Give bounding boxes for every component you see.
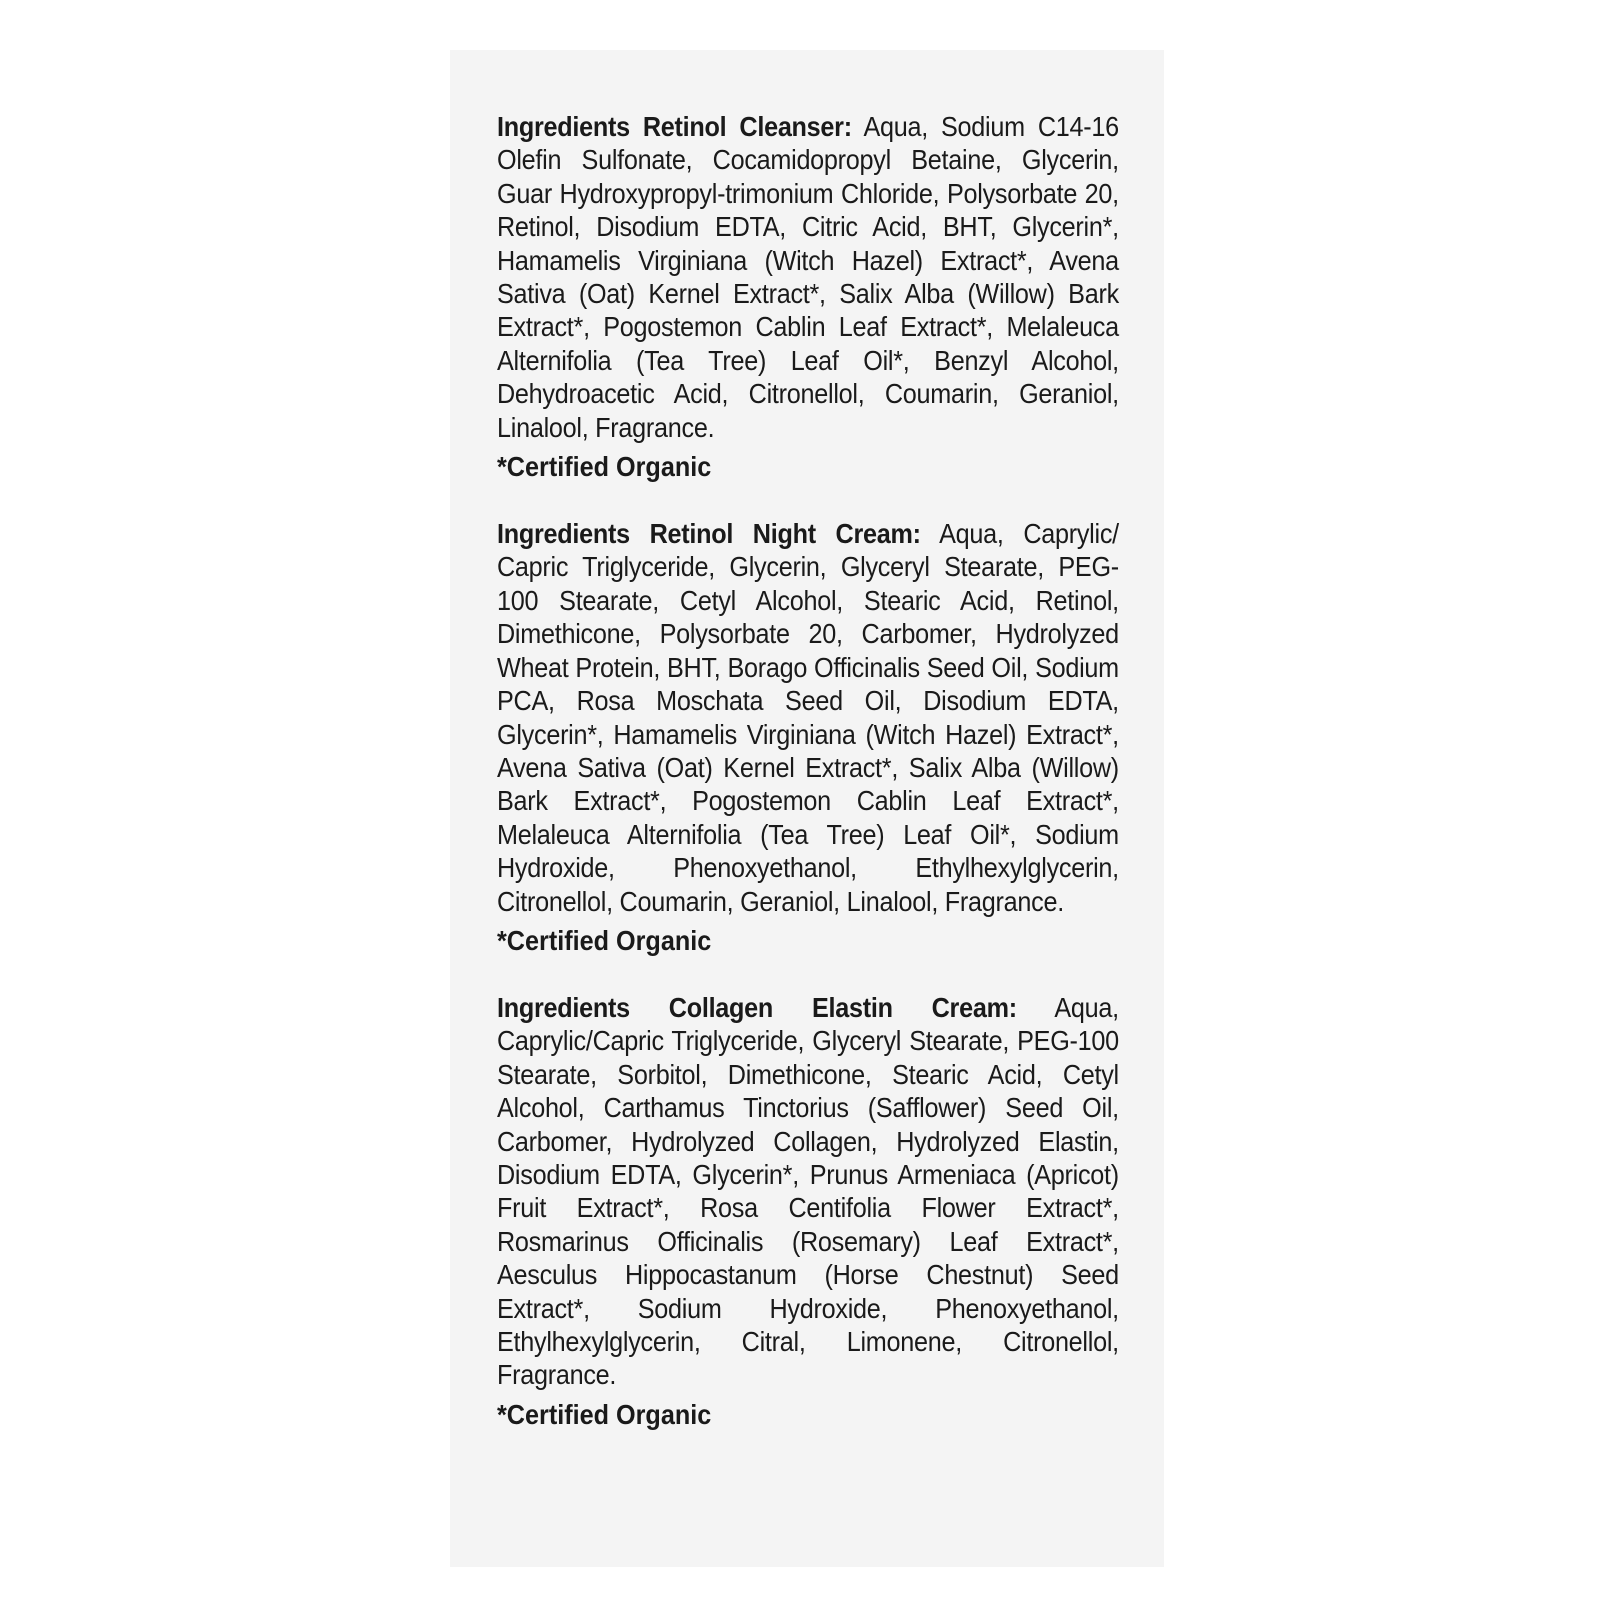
certified-organic-note: *Certified Organic (497, 1398, 712, 1430)
ingredients-paragraph (497, 517, 1119, 918)
ingredients-panel (450, 50, 1164, 1567)
ingredients-text: Aqua, Caprylic/ Capric Triglyceride, Glycerin, Glyceryl Stearate, PEG-100 Stearate, Cetyl Alcohol, Stearic Acid, Retinol, Dimethicone, Polysorbate 20, Carbomer, Hydrolyzed Wheat Protein, BHT, Borago Officinalis Seed Oil, Sodium PCA, Rosa Moschata Seed Oil, Disodium EDTA, Glycerin*, Hamamelis Virginiana (Witch Hazel) Extract*, Avena Sativa (Oat) Kernel Extract*, Salix Alba (Willow) Bark Extract*, Pogostemon Cablin Leaf Extract*, Melaleuca Alternifolia (Tea Tree) Leaf Oil*, Sodium Hydroxide, Phenoxyethanol, Ethylhexylglycerin, Citronellol, Coumarin, Geraniol, Linalool, Fragrance. (497, 518, 1119, 917)
section-collagen-elastin-cream (497, 991, 1119, 1431)
ingredients-paragraph (497, 991, 1119, 1392)
section-label: Ingredients Retinol Cleanser: (497, 111, 852, 142)
ingredients-text: Aqua, Caprylic/Capric Triglyceride, Glyceryl Stearate, PEG-100 Stearate, Sorbitol, Dimethicone, Stearic Acid, Cetyl Alcohol, Carthamus Tinctorius (Safflower) Seed Oil, Carbomer, Hydrolyzed Collagen, Hydrolyzed Elastin, Disodium EDTA, Glycerin*, Prunus Armeniaca (Apricot) Fruit Extract*, Rosa Centifolia Flower Extract*, Rosmarinus Officinalis (Rosemary) Leaf Extract*, Aesculus Hippocastanum (Horse Chestnut) Seed Extract*, Sodium Hydroxide, Phenoxyethanol, Ethylhexylglycerin, Citral, Limonene, Citronellol, Fragrance. (497, 991, 1119, 1391)
section-retinol-cleanser (497, 110, 1119, 483)
certified-organic-note: *Certified Organic (497, 451, 712, 483)
ingredients-text: Aqua, Sodium C14-16 Olefin Sulfonate, Cocamidopropyl Betaine, Glycerin, Guar Hydroxypropyl-trimonium Chloride, Polysorbate 20, Retinol, Disodium EDTA, Citric Acid, BHT, Glycerin*, Hamamelis Virginiana (Witch Hazel) Extract*, Avena Sativa (Oat) Kernel Extract*, Salix Alba (Willow) Bark Extract*, Pogostemon Cablin Leaf Extract*, Melaleuca Alternifolia (Tea Tree) Leaf Oil*, Benzyl Alcohol, Dehydroacetic Acid, Citronellol, Coumarin, Geraniol, Linalool, Fragrance. (497, 111, 1119, 443)
ingredients-paragraph (497, 110, 1119, 444)
ingredients-content (497, 110, 1119, 1431)
certified-organic-note: *Certified Organic (497, 924, 712, 956)
section-label: Ingredients Collagen Elastin Cream: (497, 991, 1017, 1023)
section-label: Ingredients Retinol Night Cream: (497, 518, 921, 550)
section-retinol-night-cream (497, 517, 1119, 957)
